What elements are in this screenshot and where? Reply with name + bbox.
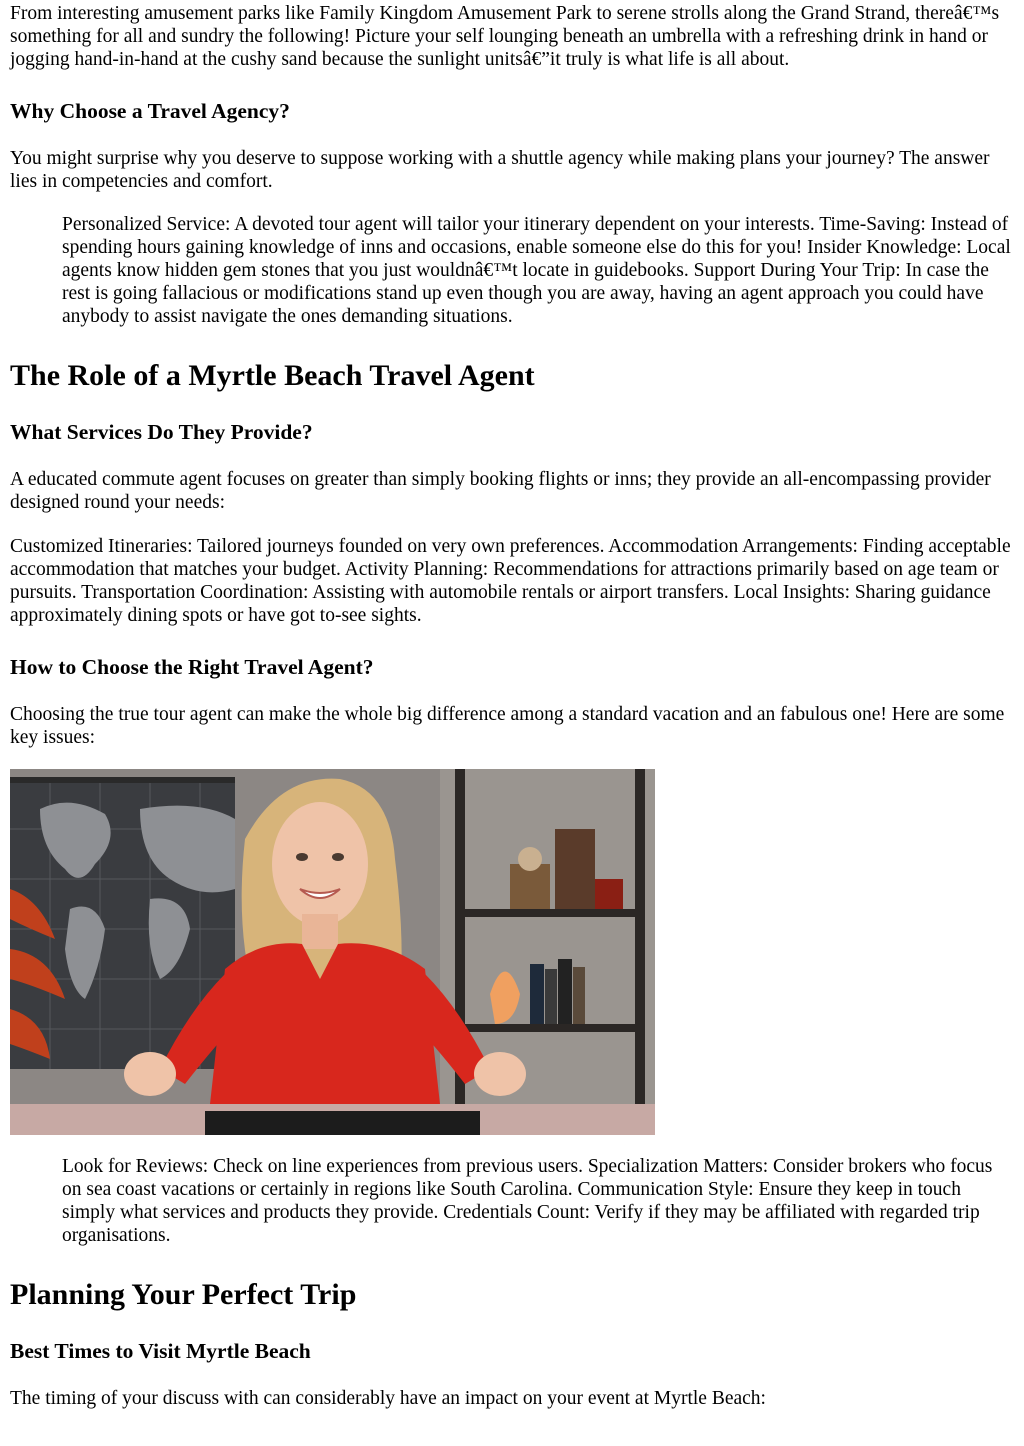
subheading-choose-agent: How to Choose the Right Travel Agent? xyxy=(10,655,374,679)
best-times-paragraph: The timing of your discuss with can considerably have an impact on your event at Myrtle Beach: xyxy=(10,1388,766,1409)
choose-agent-quote xyxy=(62,1155,1014,1247)
subheading-best-times: Best Times to Visit Myrtle Beach xyxy=(10,1339,311,1363)
services-list-paragraph: Customized Itineraries: Tailored journeys founded on very own preferences. Accommodation Arrangements: Finding acceptable accommodation that matches your budget. Activity Planning: Recommendations for attractions primarily based on age team or pursuits. Transportation Coordination: Assisting with automobile rentals or airport transfers. Local Insights: Sharing guidance approximately dining spots or have got to-see sights. xyxy=(10,536,1011,626)
section-heading-role: The Role of a Myrtle Beach Travel Agent xyxy=(10,359,535,392)
subheading-services: What Services Do They Provide? xyxy=(10,420,313,444)
services-paragraph: A educated commute agent focuses on greater than simply booking flights or inns; they provide an all-encompassing provider designed round your needs: xyxy=(10,469,991,513)
choose-agent-quote-text: Look for Reviews: Check on line experiences from previous users. Specialization Matters: Consider brokers who focus on sea coast vacations or certainly in regions like South Carolina. Communication Style: Ensure they keep in touch simply what services and products they provide. Credentials Count: Verify if they may be affiliated with regarded trip organisations. xyxy=(62,1156,993,1246)
photo-illustration xyxy=(10,769,655,1135)
why-agency-quote-text: Personalized Service: A devoted tour agent will tailor your itinerary dependent on your interests. Time-Saving: Instead of spending hours gaining knowledge of inns and occasions, enable someone else do this for you! Insider Knowledge: Local agents know hidden gem stones that you just wouldnâ€™t locate in guidebooks. Support During Your Trip: In case the rest is going fallacious or modifications stand up even though you are away, having an agent approach you could have anybody to assist navigate the ones demanding situations. xyxy=(62,214,1011,327)
section-heading-planning: Planning Your Perfect Trip xyxy=(10,1278,357,1311)
why-agency-quote xyxy=(62,213,1014,328)
travel-agent-photo xyxy=(10,769,655,1135)
choose-agent-paragraph: Choosing the true tour agent can make the whole big difference among a standard vacation and an fabulous one! Here are some key issues: xyxy=(10,704,1005,748)
intro-paragraph: From interesting amusement parks like Family Kingdom Amusement Park to serene strolls along the Grand Strand, thereâ€™s something for all and sundry the following! Picture your self lounging beneath an umbrella with a refreshing drink in hand or jogging hand-in-hand at the cushy sand because the sunlight unitsâ€”it truly is what life is all about. xyxy=(10,3,1000,70)
section-heading-why-agency: Why Choose a Travel Agency? xyxy=(10,99,290,123)
why-agency-paragraph: You might surprise why you deserve to suppose working with a shuttle agency while making plans your journey? The answer lies in competencies and comfort. xyxy=(10,148,990,192)
